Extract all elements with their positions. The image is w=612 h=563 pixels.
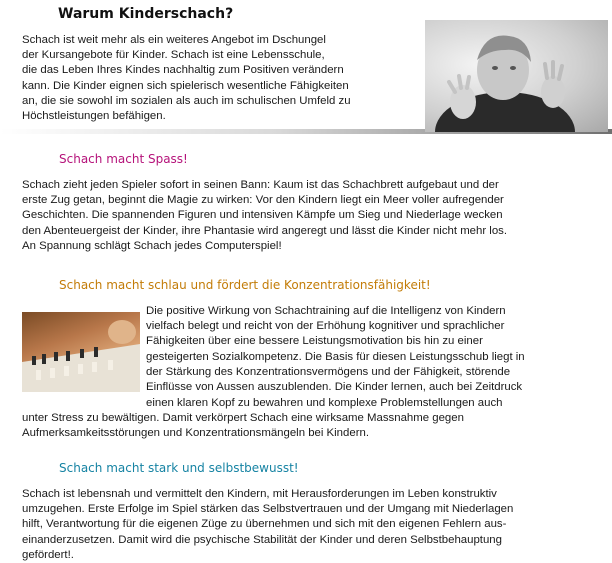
paragraph-line: Fähigkeiten über eine bessere Leistungsmotivation bis hin zu einer xyxy=(146,335,483,348)
intro-line: Höchstleistungen befähigen. xyxy=(22,110,166,123)
intro-line: die das Leben Ihres Kindes nachhaltig zum Positiven verändern xyxy=(22,64,344,77)
section-paragraph-schlau-full xyxy=(22,396,503,442)
intro-line: Schach ist weit mehr als ein weiteres Angebot im Dschungel xyxy=(22,34,326,46)
section-paragraph-spass xyxy=(22,178,507,254)
paragraph-line: einanderzusetzen. Damit wird die psychische Stabilität der Kinder und deren Selbstbehauptung xyxy=(22,533,502,546)
page-title: Warum Kinderschach? xyxy=(58,6,234,22)
section-heading-spass: Schach macht Spass! xyxy=(59,152,188,166)
intro-line: kann. Die Kinder eignen sich spielerisch wesentliche Fähigkeiten xyxy=(22,79,349,92)
section-heading-stark: Schach macht stark und selbstbewusst! xyxy=(59,461,299,475)
paragraph-line: gefördert!. xyxy=(22,548,74,561)
paragraph-line: erste Zug getan, beginnt die Magie zu wirken: Vor den Kindern liegt ein Meer voller aufregender xyxy=(22,194,504,207)
paragraph-line: Einflüsse von Aussen auszublenden. Die Kinder lernen, auch bei Zeitdruck xyxy=(146,381,523,394)
paragraph-line: unter Stress zu bewältigen. Damit verkörpert Schach eine wirksame Massnahme gegen xyxy=(22,412,464,425)
paragraph-line: der Stärkung des Konzentrationsvermögens und der Fähigkeit, störende xyxy=(146,365,511,378)
paragraph-line: Schach ist lebensnah und vermittelt den Kindern, mit Herausforderungen im Leben konstruktiv xyxy=(22,488,497,500)
paragraph-line: gesteigerten Sozialkompetenz. Die Basis für diesen Leistungsschub liegt in xyxy=(146,350,525,363)
child-photo xyxy=(425,20,608,132)
section-paragraph-stark xyxy=(22,487,513,563)
intro-line: an, die sie sowohl im sozialen als auch im schulischen Umfeld zu xyxy=(22,94,351,107)
intro-line: der Kursangebote für Kinder. Schach ist eine Lebensschule, xyxy=(22,49,325,62)
paragraph-line: umzugehen. Erste Erfolge im Spiel stärken das Selbstvertrauen und der Umgang mit Niederlagen xyxy=(22,503,514,516)
section-paragraph-schlau-wrapped xyxy=(146,304,525,395)
chess-class-photo xyxy=(22,312,140,392)
paragraph-line: Die positive Wirkung von Schachtraining auf die Intelligenz von Kindern xyxy=(146,305,506,317)
paragraph-line: einen klaren Kopf zu bewahren und komplexe Problemstellungen auch xyxy=(146,397,503,409)
paragraph-line: Schach zieht jeden Spieler sofort in seinen Bann: Kaum ist das Schachbrett aufgebaut und der xyxy=(22,179,499,191)
paragraph-line: Aufmerksamkeitsstörungen und Konzentrationsmängeln bei Kindern. xyxy=(22,427,369,440)
section-heading-schlau: Schach macht schlau und fördert die Konzentrationsfähigkeit! xyxy=(59,278,431,292)
paragraph-line: den Abenteuergeist der Kinder, ihre Phantasie wird angeregt und lässt die Kinder nicht mehr los. xyxy=(22,224,508,237)
paragraph-line: hilft, Verantwortung für die eigenen Züge zu übernehmen und sich mit den eigenen Fehlern aus- xyxy=(22,518,507,531)
paragraph-line: Geschichten. Die spannenden Figuren und intensiven Kämpfe um Sieg und Niederlage wecken xyxy=(22,209,503,222)
paragraph-line: An Spannung schlägt Schach jedes Computerspiel! xyxy=(22,239,282,252)
paragraph-line: vielfach belegt und reicht von der Erhöhung kognitiver und sprachlicher xyxy=(146,320,505,333)
intro-paragraph xyxy=(22,33,422,124)
